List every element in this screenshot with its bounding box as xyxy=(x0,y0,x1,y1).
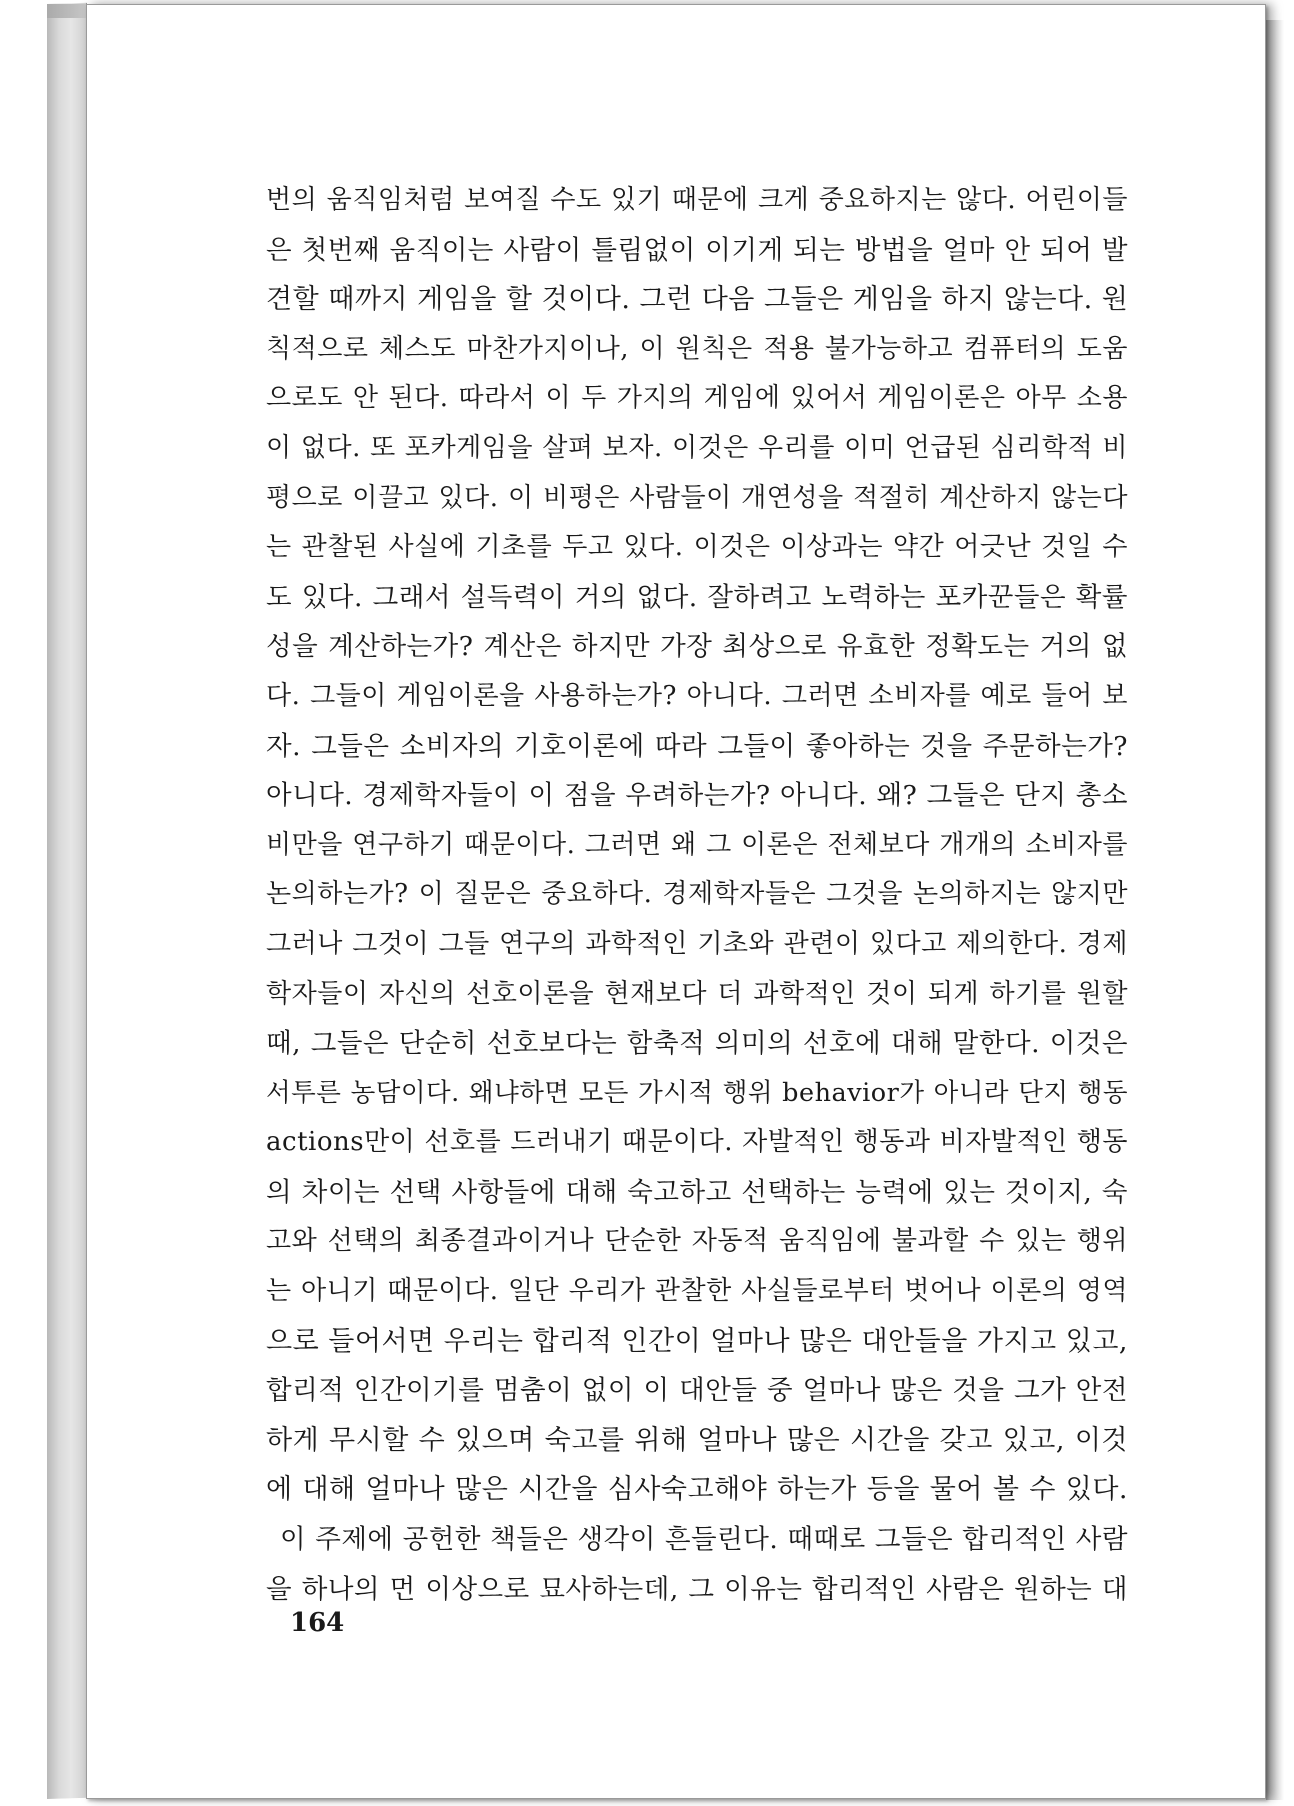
text-line: 을 하나의 먼 이상으로 묘사하는데, 그 이유는 합리적인 사람은 원하는 대 xyxy=(266,1573,1128,1605)
text-line: 견할 때까지 게임을 할 것이다. 그런 다음 그들은 게임을 하지 않는다. 원 xyxy=(266,284,1128,316)
text-line: 고와 선택의 최종결과이거나 단순한 자동적 움직임에 불과할 수 있는 행위 xyxy=(266,1226,1128,1257)
text-line: 아니다. 경제학자들이 이 점을 우려하는가? 아니다. 왜? 그들은 단지 총소 xyxy=(266,780,1128,812)
text-line: 이 없다. 또 포카게임을 살펴 보자. 이것은 우리를 이미 언급된 심리학적 비 xyxy=(266,432,1128,463)
text-line: 은 첫번째 움직이는 사람이 틀림없이 이기게 되는 방법을 얼마 안 되어 발 xyxy=(266,234,1128,266)
text-line: 칙적으로 체스도 마찬가지이나, 이 원칙은 적용 불가능하고 컴퓨터의 도움 xyxy=(266,333,1128,364)
text-line: 서투른 농담이다. 왜냐하면 모든 가시적 행위 behavior가 아니라 단지 행동 xyxy=(266,1077,1128,1108)
text-line: 합리적 인간이기를 멈춤이 없이 이 대안들 중 얼마나 많은 것을 그가 안전 xyxy=(266,1375,1128,1407)
text-line: 그러나 그것이 그들 연구의 과학적인 기초와 관련이 있다고 제의한다. 경제 xyxy=(266,928,1128,959)
text-line: 번의 움직임처럼 보여질 수도 있기 때문에 크게 중요하지는 않다. 어린이들 xyxy=(266,185,1128,215)
text-line: 으로 들어서면 우리는 합리적 인간이 얼마나 많은 대안들을 가지고 있고, xyxy=(266,1325,1128,1357)
text-line: 논의하는가? 이 질문은 중요하다. 경제학자들은 그것을 논의하지는 않지만 xyxy=(266,879,1128,910)
text-line: actions만이 선호를 드러내기 때문이다. 자발적인 행동과 비자발적인 행동 xyxy=(266,1127,1128,1158)
text-line: 평으로 이끌고 있다. 이 비평은 사람들이 개연성을 적절히 계산하지 않는다 xyxy=(266,482,1128,513)
book-spine xyxy=(47,3,87,1799)
text-line: 에 대해 얼마나 많은 시간을 심사숙고해야 하는가 등을 물어 볼 수 있다. xyxy=(266,1474,1128,1506)
text-line: 으로도 안 된다. 따라서 이 두 가지의 게임에 있어서 게임이론은 아무 소용 xyxy=(266,383,1128,414)
text-line: 학자들이 자신의 선호이론을 현재보다 더 과학적인 것이 되게 하기를 원할 xyxy=(266,978,1128,1009)
text-line: 다. 그들이 게임이론을 사용하는가? 아니다. 그러면 소비자를 예로 들어 보 xyxy=(266,680,1128,711)
text-line: 성을 계산하는가? 계산은 하지만 가장 최상으로 유효한 정확도는 거의 없 xyxy=(266,631,1128,663)
text-line: 하게 무시할 수 있으며 숙고를 위해 얼마나 많은 시간을 갖고 있고, 이것 xyxy=(266,1424,1128,1456)
text-line: 때, 그들은 단순히 선호보다는 함축적 의미의 선호에 대해 말한다. 이것은 xyxy=(266,1028,1128,1060)
text-line: 도 있다. 그래서 설득력이 거의 없다. 잘하려고 노력하는 포카꾼들은 확률 xyxy=(266,581,1128,613)
page-shadow xyxy=(1266,20,1284,1800)
body-text xyxy=(266,176,1128,1614)
page-number: 164 xyxy=(290,1608,345,1638)
text-line: 자. 그들은 소비자의 기호이론에 따라 그들이 좋아하는 것을 주문하는가? xyxy=(266,730,1128,762)
text-line: 는 관찰된 사실에 기초를 두고 있다. 이것은 이상과는 약간 어긋난 것일 수 xyxy=(266,532,1128,563)
text-line: 의 차이는 선택 사항들에 대해 숙고하고 선택하는 능력에 있는 것이지, 숙 xyxy=(266,1176,1128,1208)
text-line-paragraph-start: 이 주제에 공헌한 책들은 생각이 흔들린다. 때때로 그들은 합리적인 사람 xyxy=(280,1524,1128,1556)
text-line: 는 아니기 때문이다. 일단 우리가 관찰한 사실들로부터 벗어나 이론의 영역 xyxy=(266,1276,1128,1307)
text-line: 비만을 연구하기 때문이다. 그러면 왜 그 이론은 전체보다 개개의 소비자를 xyxy=(266,829,1128,860)
